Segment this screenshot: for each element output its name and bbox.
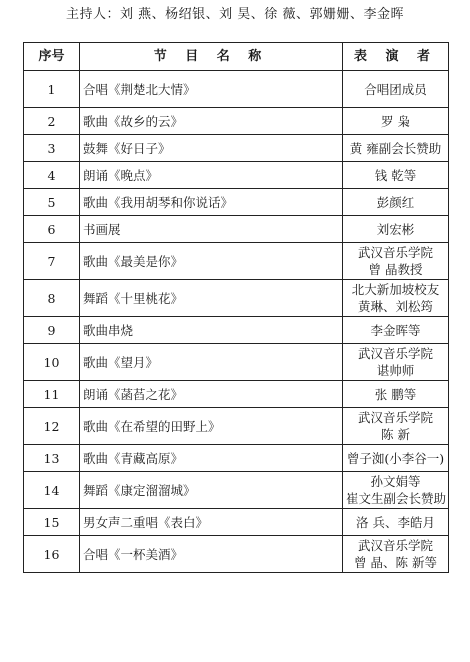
table-row <box>24 135 449 162</box>
table-row <box>24 71 449 108</box>
program-table-body <box>24 71 449 573</box>
performer-line: 武汉音乐学院 <box>357 346 433 361</box>
performer-line: 洛 兵、李皓月 <box>356 514 435 530</box>
header-performers: 表 演 者 <box>343 43 449 71</box>
row-number: 13 <box>24 445 80 472</box>
row-number: 12 <box>24 408 80 445</box>
table-row <box>24 509 449 536</box>
row-program-name: 歌曲《在希望的田野上》 <box>80 408 343 445</box>
table-row <box>24 189 449 216</box>
table-header-row <box>24 43 449 71</box>
row-program-name: 歌曲《故乡的云》 <box>80 108 343 135</box>
row-number: 5 <box>24 189 80 216</box>
performer-line: 黄琳、刘松筠 <box>357 299 433 314</box>
program-table <box>23 42 449 573</box>
row-performers <box>343 71 449 108</box>
performer-line: 曾子洳(小李谷一) <box>346 450 445 466</box>
row-performers <box>343 472 449 509</box>
performer-line: 孙文娟等 <box>370 474 421 489</box>
row-performers <box>343 408 449 445</box>
row-number: 8 <box>24 280 80 317</box>
row-number: 1 <box>24 71 80 108</box>
performer-line: 北大新加坡校友 <box>351 282 440 297</box>
row-performers <box>343 445 449 472</box>
row-performers <box>343 135 449 162</box>
performer-line: 罗 枭 <box>381 113 410 129</box>
table-row <box>24 344 449 381</box>
table-row <box>24 408 449 445</box>
performer-line: 陈 新 <box>381 427 410 442</box>
row-number: 9 <box>24 317 80 344</box>
row-program-name: 歌曲《望月》 <box>80 344 343 381</box>
row-program-name: 朗诵《菡萏之花》 <box>80 381 343 408</box>
row-number: 4 <box>24 162 80 189</box>
row-program-name: 舞蹈《康定溜溜城》 <box>80 472 343 509</box>
performer-line: 张 鹏等 <box>374 386 417 402</box>
table-row <box>24 445 449 472</box>
row-number: 7 <box>24 243 80 280</box>
performer-line: 曾 晶教授 <box>368 262 423 277</box>
table-row <box>24 280 449 317</box>
row-number: 15 <box>24 509 80 536</box>
row-program-name: 歌曲《我用胡琴和你说话》 <box>80 189 343 216</box>
header-number: 序号 <box>24 43 80 71</box>
row-program-name: 歌曲串烧 <box>80 317 343 344</box>
row-performers <box>343 536 449 573</box>
performer-line: 合唱团成员 <box>364 81 427 97</box>
row-performers <box>343 509 449 536</box>
hosts-line: 主持人：刘 燕、杨绍银、刘 昊、徐 薇、郭姗姗、李金晖 <box>66 7 404 22</box>
performer-line: 刘宏彬 <box>376 221 415 237</box>
table-row <box>24 243 449 280</box>
table-row <box>24 536 449 573</box>
row-program-name: 歌曲《最美是你》 <box>80 243 343 280</box>
row-performers <box>343 189 449 216</box>
row-performers <box>343 381 449 408</box>
row-number: 10 <box>24 344 80 381</box>
row-program-name: 舞蹈《十里桃花》 <box>80 280 343 317</box>
row-program-name: 男女声二重唱《表白》 <box>80 509 343 536</box>
header-program-name: 节 目 名 称 <box>80 43 343 71</box>
row-number: 16 <box>24 536 80 573</box>
row-program-name: 合唱《一杯美酒》 <box>80 536 343 573</box>
table-row <box>24 108 449 135</box>
row-program-name: 鼓舞《好日子》 <box>80 135 343 162</box>
row-program-name: 歌曲《青藏高原》 <box>80 445 343 472</box>
table-row <box>24 216 449 243</box>
table-row <box>24 472 449 509</box>
performer-line: 黄 雍副会长赞助 <box>349 140 442 156</box>
row-performers <box>343 162 449 189</box>
table-row <box>24 162 449 189</box>
row-performers <box>343 280 449 317</box>
performer-line: 谌帅师 <box>376 363 415 378</box>
performer-line: 曾 晶、陈 新等 <box>354 555 437 570</box>
row-performers <box>343 344 449 381</box>
table-row <box>24 317 449 344</box>
performer-line: 武汉音乐学院 <box>357 538 433 553</box>
row-number: 3 <box>24 135 80 162</box>
performer-line: 李金晖等 <box>370 322 421 338</box>
row-number: 14 <box>24 472 80 509</box>
performer-line: 彭颜红 <box>376 194 415 210</box>
performer-line: 钱 乾等 <box>374 167 417 183</box>
performer-line: 武汉音乐学院 <box>357 410 433 425</box>
row-performers <box>343 216 449 243</box>
row-program-name: 合唱《荆楚北大情》 <box>80 71 343 108</box>
row-performers <box>343 243 449 280</box>
row-program-name: 朗诵《晚点》 <box>80 162 343 189</box>
row-number: 6 <box>24 216 80 243</box>
table-row <box>24 381 449 408</box>
row-number: 11 <box>24 381 80 408</box>
performer-line: 崔文生副会长赞助 <box>346 491 447 506</box>
row-performers <box>343 317 449 344</box>
row-number: 2 <box>24 108 80 135</box>
row-program-name: 书画展 <box>80 216 343 243</box>
performer-line: 武汉音乐学院 <box>357 245 433 260</box>
row-performers <box>343 108 449 135</box>
